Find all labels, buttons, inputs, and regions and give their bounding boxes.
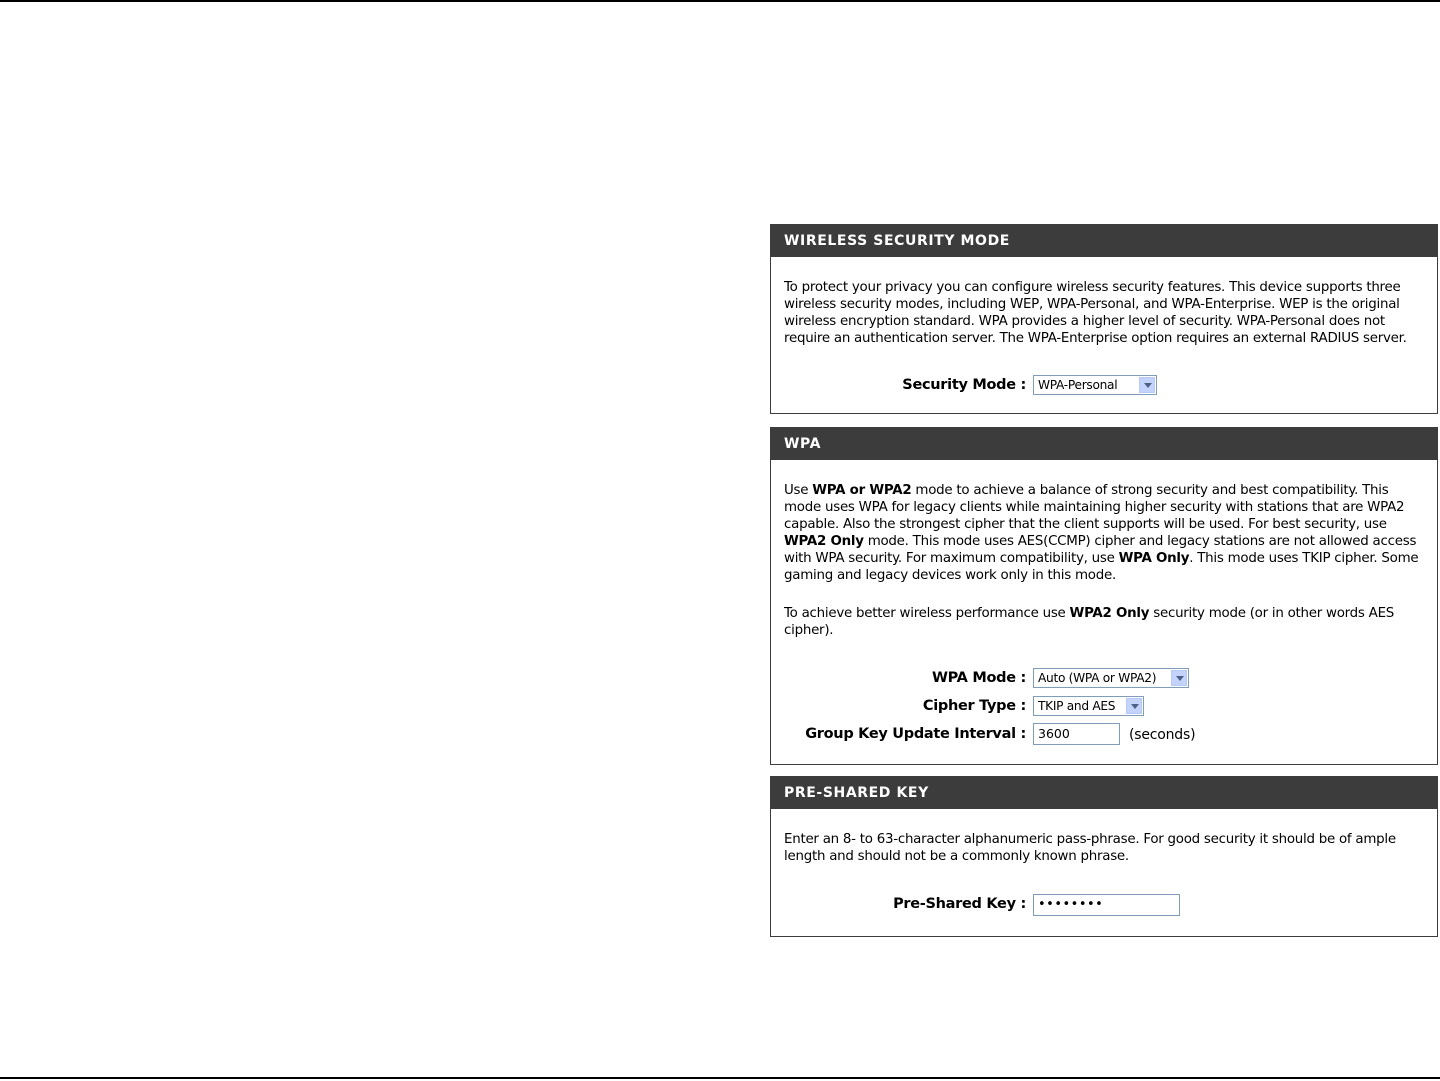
pre-shared-key-input[interactable]: ••••••••	[1033, 894, 1180, 916]
group-key-interval-input[interactable]: 3600	[1033, 723, 1120, 745]
chevron-down-icon[interactable]	[1139, 377, 1155, 393]
top-rule	[0, 0, 1440, 2]
security-mode-description: To protect your privacy you can configure wireless security features. This device supports three wireless security modes, including WEP, WPA-Personal, and WPA-Enterprise. WEP is the original wireless encryption standard. WPA provides a higher level of security. WPA-Personal does not require an authentication server. The WPA-Enterprise option requires an external RADIUS server.	[784, 280, 1407, 346]
wpa-performance-note: To achieve better wireless performance use WPA2 Only security mode (or in other words AES cipher).	[784, 606, 1395, 638]
wpa-header: WPA	[771, 428, 1437, 460]
wpa-description: Use WPA or WPA2 mode to achieve a balance of strong security and best compatibility. This mode uses WPA for legacy clients while maintaining higher security with stations that are WPA2 capable. Also the strongest cipher that the client supports will be used. For best security, use WPA2 Only mode. This mode uses AES(CCMP) cipher and legacy stations are not allowed access with WPA security. For maximum compatibility, use WPA Only. This mode uses TKIP cipher. Some gaming and legacy devices work only in this mode.	[784, 483, 1419, 583]
cipher-type-value: TKIP and AES	[1038, 699, 1116, 713]
cipher-type-select[interactable]	[1033, 696, 1144, 716]
wpa-mode-label: WPA Mode :	[931, 670, 1026, 686]
wireless-security-mode-header: WIRELESS SECURITY MODE	[771, 225, 1437, 257]
bottom-rule	[0, 1077, 1440, 1079]
group-key-interval-label: Group Key Update Interval :	[805, 726, 1026, 742]
chevron-down-icon[interactable]	[1171, 670, 1187, 686]
pre-shared-key-header: PRE-SHARED KEY	[771, 777, 1437, 809]
cipher-type-label: Cipher Type :	[922, 698, 1026, 714]
wpa-mode-select[interactable]	[1033, 668, 1189, 688]
pre-shared-key-panel	[770, 776, 1438, 937]
interval-unit-label: (seconds)	[1129, 727, 1196, 743]
security-mode-value: WPA-Personal	[1038, 378, 1118, 392]
wpa-mode-value: Auto (WPA or WPA2)	[1038, 671, 1157, 685]
wireless-security-mode-panel	[770, 224, 1438, 414]
security-mode-label: Security Mode :	[902, 377, 1026, 393]
security-mode-select[interactable]	[1033, 375, 1157, 395]
wpa-panel	[770, 427, 1438, 765]
chevron-down-icon[interactable]	[1126, 698, 1142, 714]
pre-shared-key-description: Enter an 8- to 63-character alphanumeric pass-phrase. For good security it should be of ample length and should not be a commonly known phrase.	[784, 832, 1396, 864]
pre-shared-key-label: Pre-Shared Key :	[893, 896, 1026, 912]
